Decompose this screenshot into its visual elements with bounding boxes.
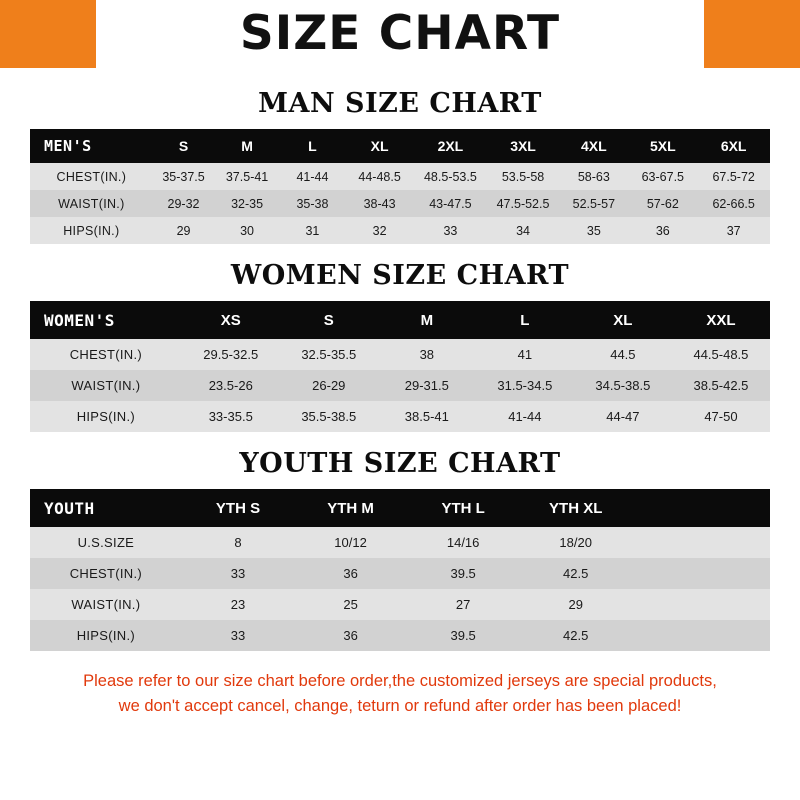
table-row — [30, 163, 770, 190]
women-row2-label: HIPS(IN.) — [30, 401, 182, 432]
table-row — [30, 339, 770, 370]
men-row1-cell7: 52.5-57 — [559, 190, 628, 217]
youth-row0-cell2: 10/12 — [294, 527, 407, 558]
youth-header-cell-1: YTH S — [182, 489, 295, 527]
youth-row0-cell5 — [632, 527, 770, 558]
youth-header-cell-5 — [632, 489, 770, 527]
section-title-women: WOMEN SIZE CHART — [230, 260, 570, 291]
women-header-cell-0: WOMEN'S — [30, 301, 182, 339]
table-row — [30, 527, 770, 558]
women-row1-cell4: 31.5-34.5 — [476, 370, 574, 401]
men-table-body — [30, 163, 770, 244]
women-header-cell-1: XS — [182, 301, 280, 339]
footer-note-line1: Please refer to our size chart before order,the customized jerseys are special products, — [83, 672, 717, 690]
header-banner — [0, 0, 800, 68]
men-header-cell-7: 4XL — [559, 129, 628, 163]
youth-row2-cell3: 27 — [407, 589, 520, 620]
youth-row1-label: CHEST(IN.) — [30, 558, 182, 589]
men-row1-label: WAIST(IN.) — [30, 190, 153, 217]
women-row0-cell1: 29.5-32.5 — [182, 339, 280, 370]
youth-row3-cell4: 42.5 — [519, 620, 632, 651]
youth-row2-cell5 — [632, 589, 770, 620]
women-row0-cell3: 38 — [378, 339, 476, 370]
youth-row1-cell4: 42.5 — [519, 558, 632, 589]
men-row2-cell5: 33 — [414, 217, 487, 244]
men-row0-cell8: 63-67.5 — [628, 163, 697, 190]
youth-row0-label: U.S.SIZE — [30, 527, 182, 558]
section-women — [30, 260, 770, 432]
men-row0-cell2: 37.5-41 — [214, 163, 279, 190]
men-row0-cell7: 58-63 — [559, 163, 628, 190]
section-man — [30, 88, 770, 244]
youth-table-head — [30, 489, 770, 527]
men-header-cell-4: XL — [345, 129, 414, 163]
men-row2-cell3: 31 — [280, 217, 345, 244]
youth-row2-cell4: 29 — [519, 589, 632, 620]
men-row1-cell2: 32-35 — [214, 190, 279, 217]
men-header-cell-5: 2XL — [414, 129, 487, 163]
youth-row2-cell1: 23 — [182, 589, 295, 620]
men-row2-cell1: 29 — [153, 217, 215, 244]
men-header-cell-2: M — [214, 129, 279, 163]
men-row0-cell1: 35-37.5 — [153, 163, 215, 190]
men-row1-cell9: 62-66.5 — [697, 190, 770, 217]
section-title-youth: YOUTH SIZE CHART — [239, 448, 561, 479]
men-row0-cell5: 48.5-53.5 — [414, 163, 487, 190]
youth-row0-cell3: 14/16 — [407, 527, 520, 558]
table-row — [30, 620, 770, 651]
men-size-table — [30, 129, 770, 244]
youth-row3-cell3: 39.5 — [407, 620, 520, 651]
youth-header-cell-2: YTH M — [294, 489, 407, 527]
women-header-cell-4: L — [476, 301, 574, 339]
youth-table-body — [30, 527, 770, 651]
men-header-cell-6: 3XL — [487, 129, 560, 163]
table-row — [30, 401, 770, 432]
youth-row1-cell2: 36 — [294, 558, 407, 589]
men-row1-cell3: 35-38 — [280, 190, 345, 217]
youth-row1-cell3: 39.5 — [407, 558, 520, 589]
women-row1-cell6: 38.5-42.5 — [672, 370, 770, 401]
men-row0-cell9: 67.5-72 — [697, 163, 770, 190]
men-row1-cell5: 43-47.5 — [414, 190, 487, 217]
men-header-cell-9: 6XL — [697, 129, 770, 163]
men-row1-cell6: 47.5-52.5 — [487, 190, 560, 217]
women-header-cell-2: S — [280, 301, 378, 339]
men-row0-cell4: 44-48.5 — [345, 163, 414, 190]
women-table-body — [30, 339, 770, 432]
youth-row2-cell2: 25 — [294, 589, 407, 620]
women-row1-cell5: 34.5-38.5 — [574, 370, 672, 401]
women-size-table — [30, 301, 770, 432]
table-header-row — [30, 301, 770, 339]
women-row1-cell1: 23.5-26 — [182, 370, 280, 401]
table-row — [30, 190, 770, 217]
men-row2-cell7: 35 — [559, 217, 628, 244]
youth-header-cell-0: YOUTH — [30, 489, 182, 527]
women-row1-cell3: 29-31.5 — [378, 370, 476, 401]
section-title-man: MAN SIZE CHART — [258, 88, 542, 119]
youth-row3-cell1: 33 — [182, 620, 295, 651]
women-row2-cell2: 35.5-38.5 — [280, 401, 378, 432]
youth-row1-cell5 — [632, 558, 770, 589]
women-row2-cell6: 47-50 — [672, 401, 770, 432]
women-row2-cell3: 38.5-41 — [378, 401, 476, 432]
men-row2-cell6: 34 — [487, 217, 560, 244]
men-row2-cell8: 36 — [628, 217, 697, 244]
youth-row2-label: WAIST(IN.) — [30, 589, 182, 620]
women-row0-cell5: 44.5 — [574, 339, 672, 370]
table-row — [30, 217, 770, 244]
women-header-cell-5: XL — [574, 301, 672, 339]
youth-row3-cell5 — [632, 620, 770, 651]
men-row1-cell4: 38-43 — [345, 190, 414, 217]
youth-header-cell-4: YTH XL — [519, 489, 632, 527]
women-header-cell-3: M — [378, 301, 476, 339]
men-header-cell-3: L — [280, 129, 345, 163]
youth-row3-label: HIPS(IN.) — [30, 620, 182, 651]
youth-row3-cell2: 36 — [294, 620, 407, 651]
women-row0-cell4: 41 — [476, 339, 574, 370]
women-row2-cell4: 41-44 — [476, 401, 574, 432]
women-header-cell-6: XXL — [672, 301, 770, 339]
table-header-row — [30, 129, 770, 163]
footer-note — [30, 669, 770, 719]
men-row2-cell4: 32 — [345, 217, 414, 244]
youth-row0-cell4: 18/20 — [519, 527, 632, 558]
men-row2-cell2: 30 — [214, 217, 279, 244]
table-row — [30, 370, 770, 401]
men-row0-cell3: 41-44 — [280, 163, 345, 190]
men-row1-cell1: 29-32 — [153, 190, 215, 217]
youth-size-table — [30, 489, 770, 651]
youth-row0-cell1: 8 — [182, 527, 295, 558]
men-table-head — [30, 129, 770, 163]
footer-note-line2: we don't accept cancel, change, teturn or refund after order has been placed! — [118, 696, 682, 715]
page-title: SIZE CHART — [239, 6, 561, 61]
women-row2-cell1: 33-35.5 — [182, 401, 280, 432]
women-row0-label: CHEST(IN.) — [30, 339, 182, 370]
men-row0-cell6: 53.5-58 — [487, 163, 560, 190]
women-row1-cell2: 26-29 — [280, 370, 378, 401]
content — [0, 68, 800, 719]
men-row1-cell8: 57-62 — [628, 190, 697, 217]
men-header-cell-8: 5XL — [628, 129, 697, 163]
women-row0-cell2: 32.5-35.5 — [280, 339, 378, 370]
men-row0-label: CHEST(IN.) — [30, 163, 153, 190]
youth-row1-cell1: 33 — [182, 558, 295, 589]
women-row2-cell5: 44-47 — [574, 401, 672, 432]
women-row1-label: WAIST(IN.) — [30, 370, 182, 401]
table-header-row — [30, 489, 770, 527]
women-row0-cell6: 44.5-48.5 — [672, 339, 770, 370]
table-row — [30, 558, 770, 589]
table-row — [30, 589, 770, 620]
men-row2-label: HIPS(IN.) — [30, 217, 153, 244]
youth-header-cell-3: YTH L — [407, 489, 520, 527]
section-youth — [30, 448, 770, 651]
men-row2-cell9: 37 — [697, 217, 770, 244]
men-header-cell-1: S — [153, 129, 215, 163]
women-table-head — [30, 301, 770, 339]
men-header-cell-0: MEN'S — [30, 129, 153, 163]
